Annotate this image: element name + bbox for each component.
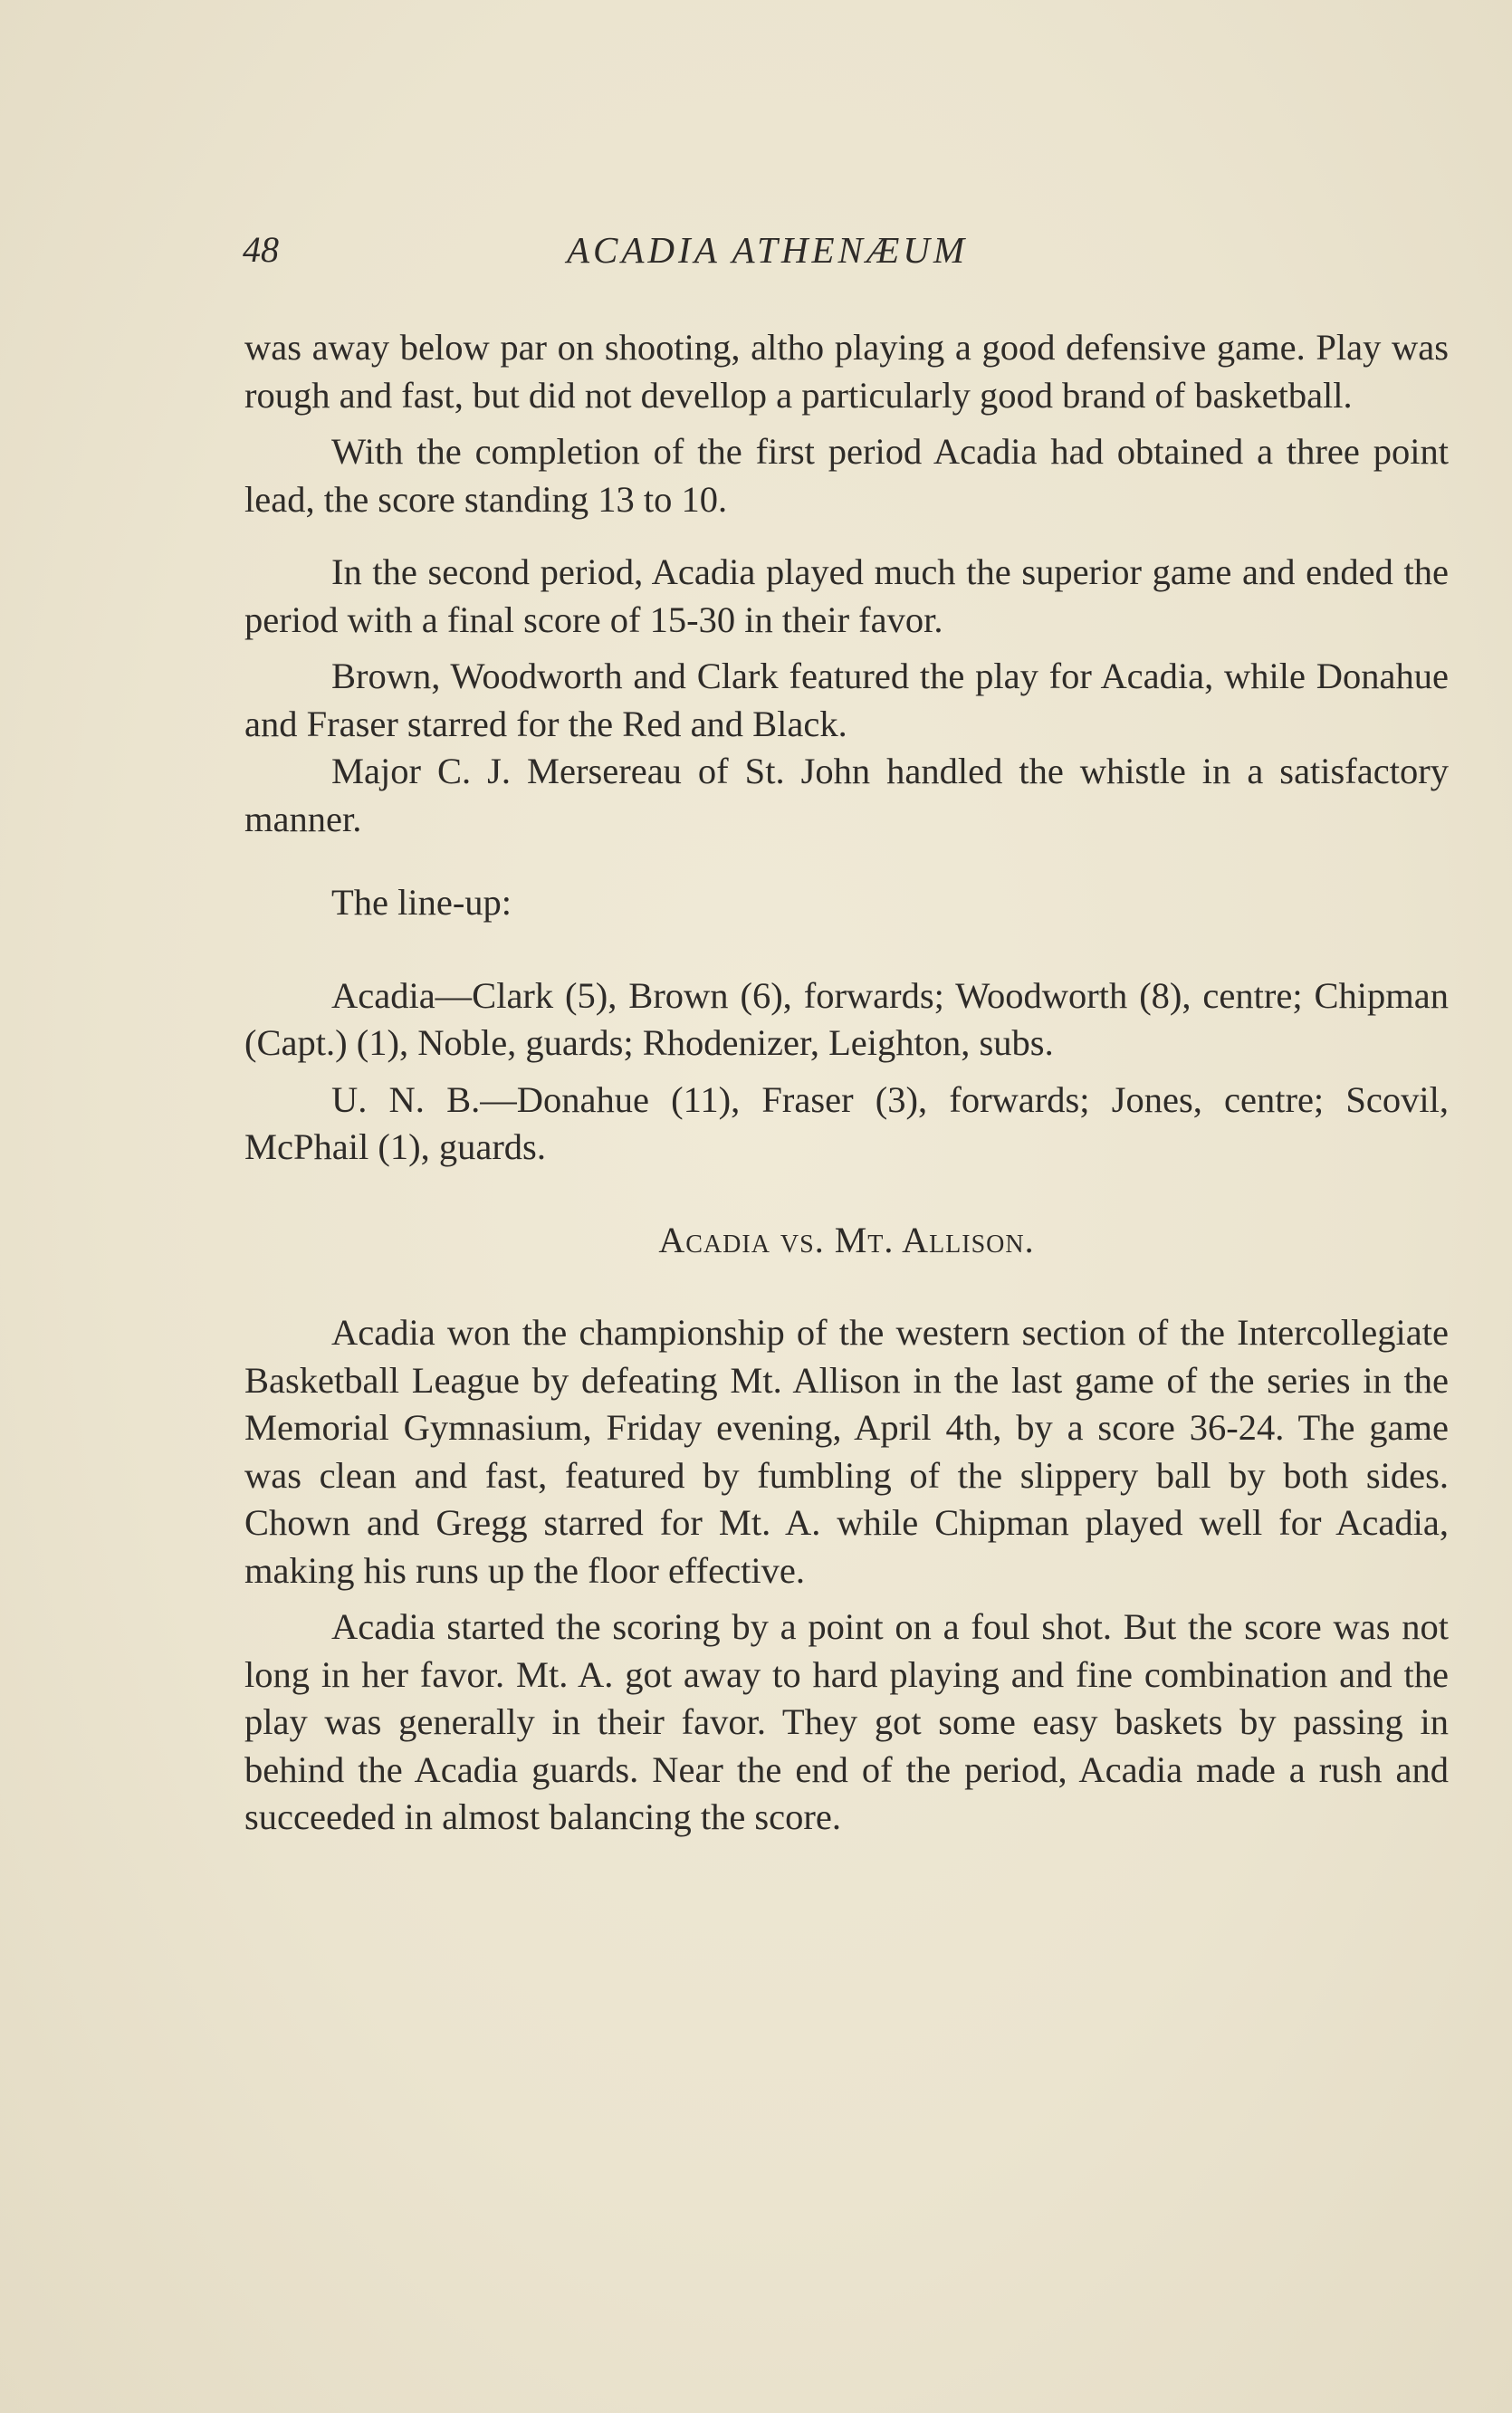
paragraph-2: With the completion of the first period Acadia had obtained a three point lead, the score standing 13 to 10.	[244, 431, 1449, 520]
paragraph-lineup-label: The line-up:	[331, 882, 512, 923]
paragraph-1: was away below par on shooting, altho playing a good defensive game. Play was rough and fast, but did not devellop a particularly good brand of basketball.	[244, 327, 1449, 416]
paragraph-unb-lineup: U. N. B.—Donahue (11), Fraser (3), forwards; Jones, centre; Scovil, McPhail (1), guards.	[244, 1078, 1449, 1167]
paragraph-acadia-lineup: Acadia—Clark (5), Brown (6), forwards; Woodworth (8), centre; Chipman (Capt.) (1), Noble, guards; Rhodenizer, Leighton, subs.	[244, 974, 1449, 1063]
page-number: 48	[243, 229, 279, 270]
article-body	[244, 324, 1449, 1842]
paragraph-4: Brown, Woodworth and Clark featured the play for Acadia, while Donahue and Fraser starred for the Red and Black.	[244, 656, 1449, 744]
paragraph-7: Acadia started the scoring by a point on a foul shot. But the score was not long in her favor. Mt. A. got away to hard playing and fine combination and the play was generally in their favor. They got some easy baskets by passing in behind the Acadia guards. Near the end of the period, Acadia made a rush and succeeded in almost balancing the score.	[244, 1606, 1449, 1837]
paragraph-3: In the second period, Acadia played much the superior game and ended the period with a final score of 15-30 in their favor.	[244, 551, 1449, 640]
paragraph-5: Major C. J. Mersereau of St. John handled the whistle in a satisfactory manner.	[244, 751, 1449, 839]
running-head	[243, 225, 1456, 279]
paragraph-6: Acadia won the championship of the western section of the Intercollegiate Basketball League by defeating Mt. Allison in the last game of the series in the Memorial Gymnasium, Friday evening, April 4th, by a score 36-24. The game was clean and fast, featured by fumbling of the slippery ball by both sides. Chown and Gregg starred for Mt. A. while Chipman played well for Acadia, making his runs up the floor effective.	[244, 1312, 1449, 1591]
section-heading: Acadia vs. Mt. Allison.	[658, 1219, 1035, 1260]
journal-title: ACADIA ATHENÆUM	[567, 229, 969, 271]
